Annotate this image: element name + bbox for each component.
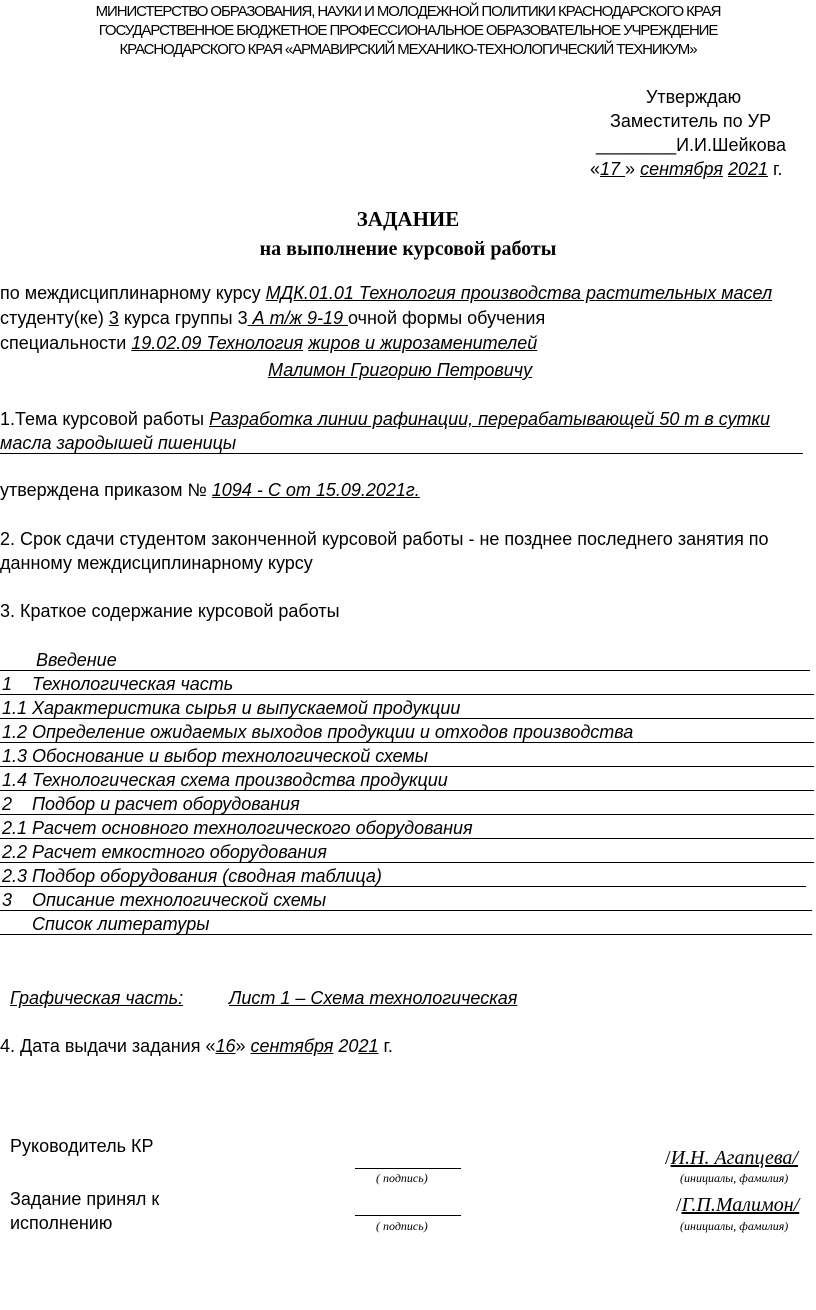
list-item: Определение ожидаемых выходов продукции и отходов производства [32,722,634,742]
list-item: Технологическая схема производства продукции [32,770,448,790]
accepted-signature-line [355,1215,461,1216]
supervisor-signature-caption: ( подпись) [376,1171,428,1185]
order-line: утверждена приказом № 1094 - С от 15.09.2021г. [0,480,420,500]
list-item-num: 2 [2,794,13,814]
graphic-part-value: Лист 1 – Схема технологическая [229,988,518,1008]
supervisor-name: /И.Н. Агапцева/ [665,1147,798,1169]
list-item: Описание технологической схемы [32,890,327,910]
supervisor-name-caption: (инициалы, фамилия) [680,1171,789,1185]
discipline-line: по междисциплинарному курсу МДК.01.01 Технология производства растительных масел [0,283,773,303]
topic-line1: 1.Тема курсовой работы Разработка линии рафинации, перерабатывающей 50 т в сутки [0,409,771,429]
accepted-name: /Г.П.Малимон/ [676,1194,800,1216]
list-item: Подбор и расчет оборудования [32,794,300,814]
accepted-label-line2: исполнению [10,1213,113,1233]
deadline-line1: 2. Срок сдачи студентом законченной курсовой работы - не позднее последнего занятия по [0,529,769,549]
deadline-line2: данному междисциплинарному курсу [0,553,313,573]
list-item-num: 1.4 [2,770,28,790]
issue-date: 4. Дата выдачи задания «16» сентября 2021 г. [0,1036,393,1056]
list-item: Обоснование и выбор технологической схемы [32,746,429,766]
list-item: Характеристика сырья и выпускаемой продукции [32,698,461,718]
topic-underline [0,453,803,454]
ministry-header-line1: МИНИСТЕРСТВО ОБРАЗОВАНИЯ, НАУКИ И МОЛОДЕЖНОЙ ПОЛИТИКИ КРАСНОДАРСКОГО КРАЯ [95,3,721,20]
list-item-num: 1.1 [2,698,28,718]
list-item-num: 3 [2,890,13,910]
document-title: ЗАДАНИЕ [356,207,460,231]
accepted-signature-caption: ( подпись) [376,1219,428,1233]
list-item-num: 2.1 [2,818,28,838]
ministry-header-line2: ГОСУДАРСТВЕННОЕ БЮДЖЕТНОЕ ПРОФЕССИОНАЛЬНОЕ ОБРАЗОВАТЕЛЬНОЕ УЧРЕЖДЕНИЕ [98,22,718,39]
topic-line2: масла зародышей пшеницы [0,433,237,453]
list-item: Расчет емкостного оборудования [32,842,327,862]
student-name: Малимон Григорию Петровичу [268,360,533,380]
list-item-num: 1.2 [2,722,28,742]
list-item: Подбор оборудования (сводная таблица) [32,866,382,886]
list-item-num: 1 [2,674,13,694]
student-line: студенту(ке) 3 курса группы 3 А т/ж 9-19 очной формы обучения [0,308,546,328]
approve-label: Утверждаю [646,87,742,107]
list-item: Список литературы [32,914,210,934]
approve-position: Заместитель по УР [610,111,772,131]
accepted-name-caption: (инициалы, фамилия) [680,1219,789,1233]
specialty-line: специальности 19.02.09 Технология жиров и жирозаменителей [0,333,538,353]
list-item: Введение [36,650,117,670]
ministry-header-line3: КРАСНОДАРСКОГО КРАЯ «АРМАВИРСКИЙ МЕХАНИКО-ТЕХНОЛОГИЧЕСКИЙ ТЕХНИКУМ» [119,41,697,58]
approve-signature-line: ________И.И.Шейкова [596,135,786,155]
supervisor-signature-line [355,1168,461,1169]
contents-heading: 3. Краткое содержание курсовой работы [0,601,340,621]
list-item: Расчет основного технологического оборудования [32,818,473,838]
approve-date: «17 » сентября 2021 г. [590,159,783,179]
supervisor-label: Руководитель КР [10,1136,154,1156]
list-item: Технологическая часть [32,674,234,694]
accepted-label-line1: Задание принял к [10,1189,160,1209]
list-item-num: 2.3 [2,866,28,886]
list-item-num: 1.3 [2,746,28,766]
list-item-num: 2.2 [2,842,28,862]
graphic-part-label: Графическая часть: [10,988,184,1008]
document-subtitle: на выполнение курсовой работы [259,238,557,260]
